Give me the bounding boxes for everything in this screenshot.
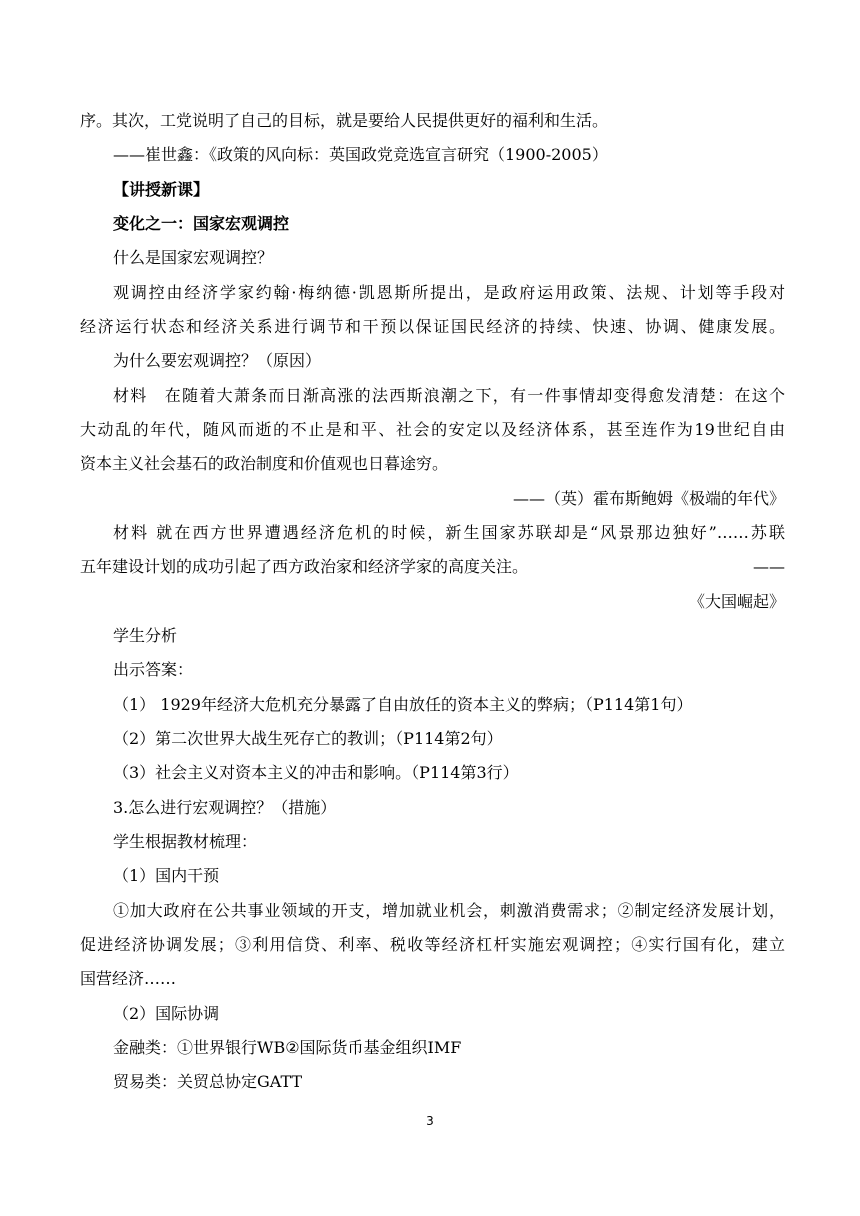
- text-line: 出示答案：: [113, 660, 194, 679]
- material-line: 材料 就在西方世界遭遇经济危机的时候，新生国家苏联却是“风景那边独好”……苏联: [113, 523, 785, 542]
- material-line: 大动乱的年代，随风而逝的不止是和平、社会的安定以及经济体系，甚至连作为19世纪自由: [80, 420, 785, 439]
- text-line: 序。其次，工党说明了自己的目标，就是要给人民提供更好的福利和生活。: [80, 111, 609, 130]
- text-line: ①加大政府在公共事业领域的开支，增加就业机会，刺激消费需求；②制定经济发展计划，: [113, 901, 785, 920]
- page-number: 3: [426, 1114, 434, 1128]
- question-line: 3.怎么进行宏观调控？（措施）: [113, 798, 337, 817]
- source-attribution: 《大国崛起》: [688, 592, 785, 611]
- question-line: 为什么要宏观调控？（原因）: [113, 351, 322, 370]
- material-line: 资本主义社会基石的政治制度和价值观也日暮途穷。: [80, 454, 449, 473]
- section-heading: 【讲授新课】: [113, 180, 210, 199]
- material-line: 材料 在随着大萧条而日渐高涨的法西斯浪潮之下，有一件事情却变得愈发清楚：在这个: [113, 386, 785, 405]
- text-line: 经济运行状态和经济关系进行调节和干预以保证国民经济的持续、快速、协调、健康发展。: [80, 317, 785, 336]
- text-line: 国营经济……: [80, 969, 177, 988]
- text-line: 学生分析: [113, 626, 178, 645]
- text-line: 贸易类：关贸总协定GATT: [113, 1072, 303, 1091]
- text-line: 促进经济协调发展；③利用信贷、利率、税收等经济杠杆实施宏观调控；④实行国有化，建立: [80, 935, 785, 954]
- list-heading: （2）国际协调: [113, 1004, 220, 1023]
- answer-item: （3）社会主义对资本主义的冲击和影响。（P114第3行）: [113, 763, 519, 782]
- source-attribution: ——（英）霍布斯鲍姆《极端的年代》: [512, 489, 785, 508]
- answer-item: （2）第二次世界大战生死存亡的教训；（P114第2句）: [113, 729, 503, 748]
- text-line: 金融类：①世界银行WB②国际货币基金组织IMF: [113, 1038, 462, 1057]
- source-dash: ——: [753, 557, 785, 576]
- text-line: 观调控由经济学家约翰·梅纳德·凯恩斯所提出，是政府运用政策、法规、计划等手段对: [113, 283, 785, 302]
- material-line: 五年建设计划的成功引起了西方政治家和经济学家的高度关注。: [80, 557, 529, 576]
- subsection-heading: 变化之一：国家宏观调控: [113, 214, 290, 233]
- citation-line: ——崔世鑫：《政策的风向标：英国政党竞选宣言研究（1900-2005）: [113, 145, 608, 164]
- list-heading: （1）国内干预: [113, 866, 220, 885]
- text-line: 学生根据教材梳理：: [113, 832, 258, 851]
- question-line: 什么是国家宏观调控？: [113, 248, 274, 267]
- answer-item: （1） 1929年经济大危机充分暴露了自由放任的资本主义的弊病；（P114第1句）: [113, 695, 693, 714]
